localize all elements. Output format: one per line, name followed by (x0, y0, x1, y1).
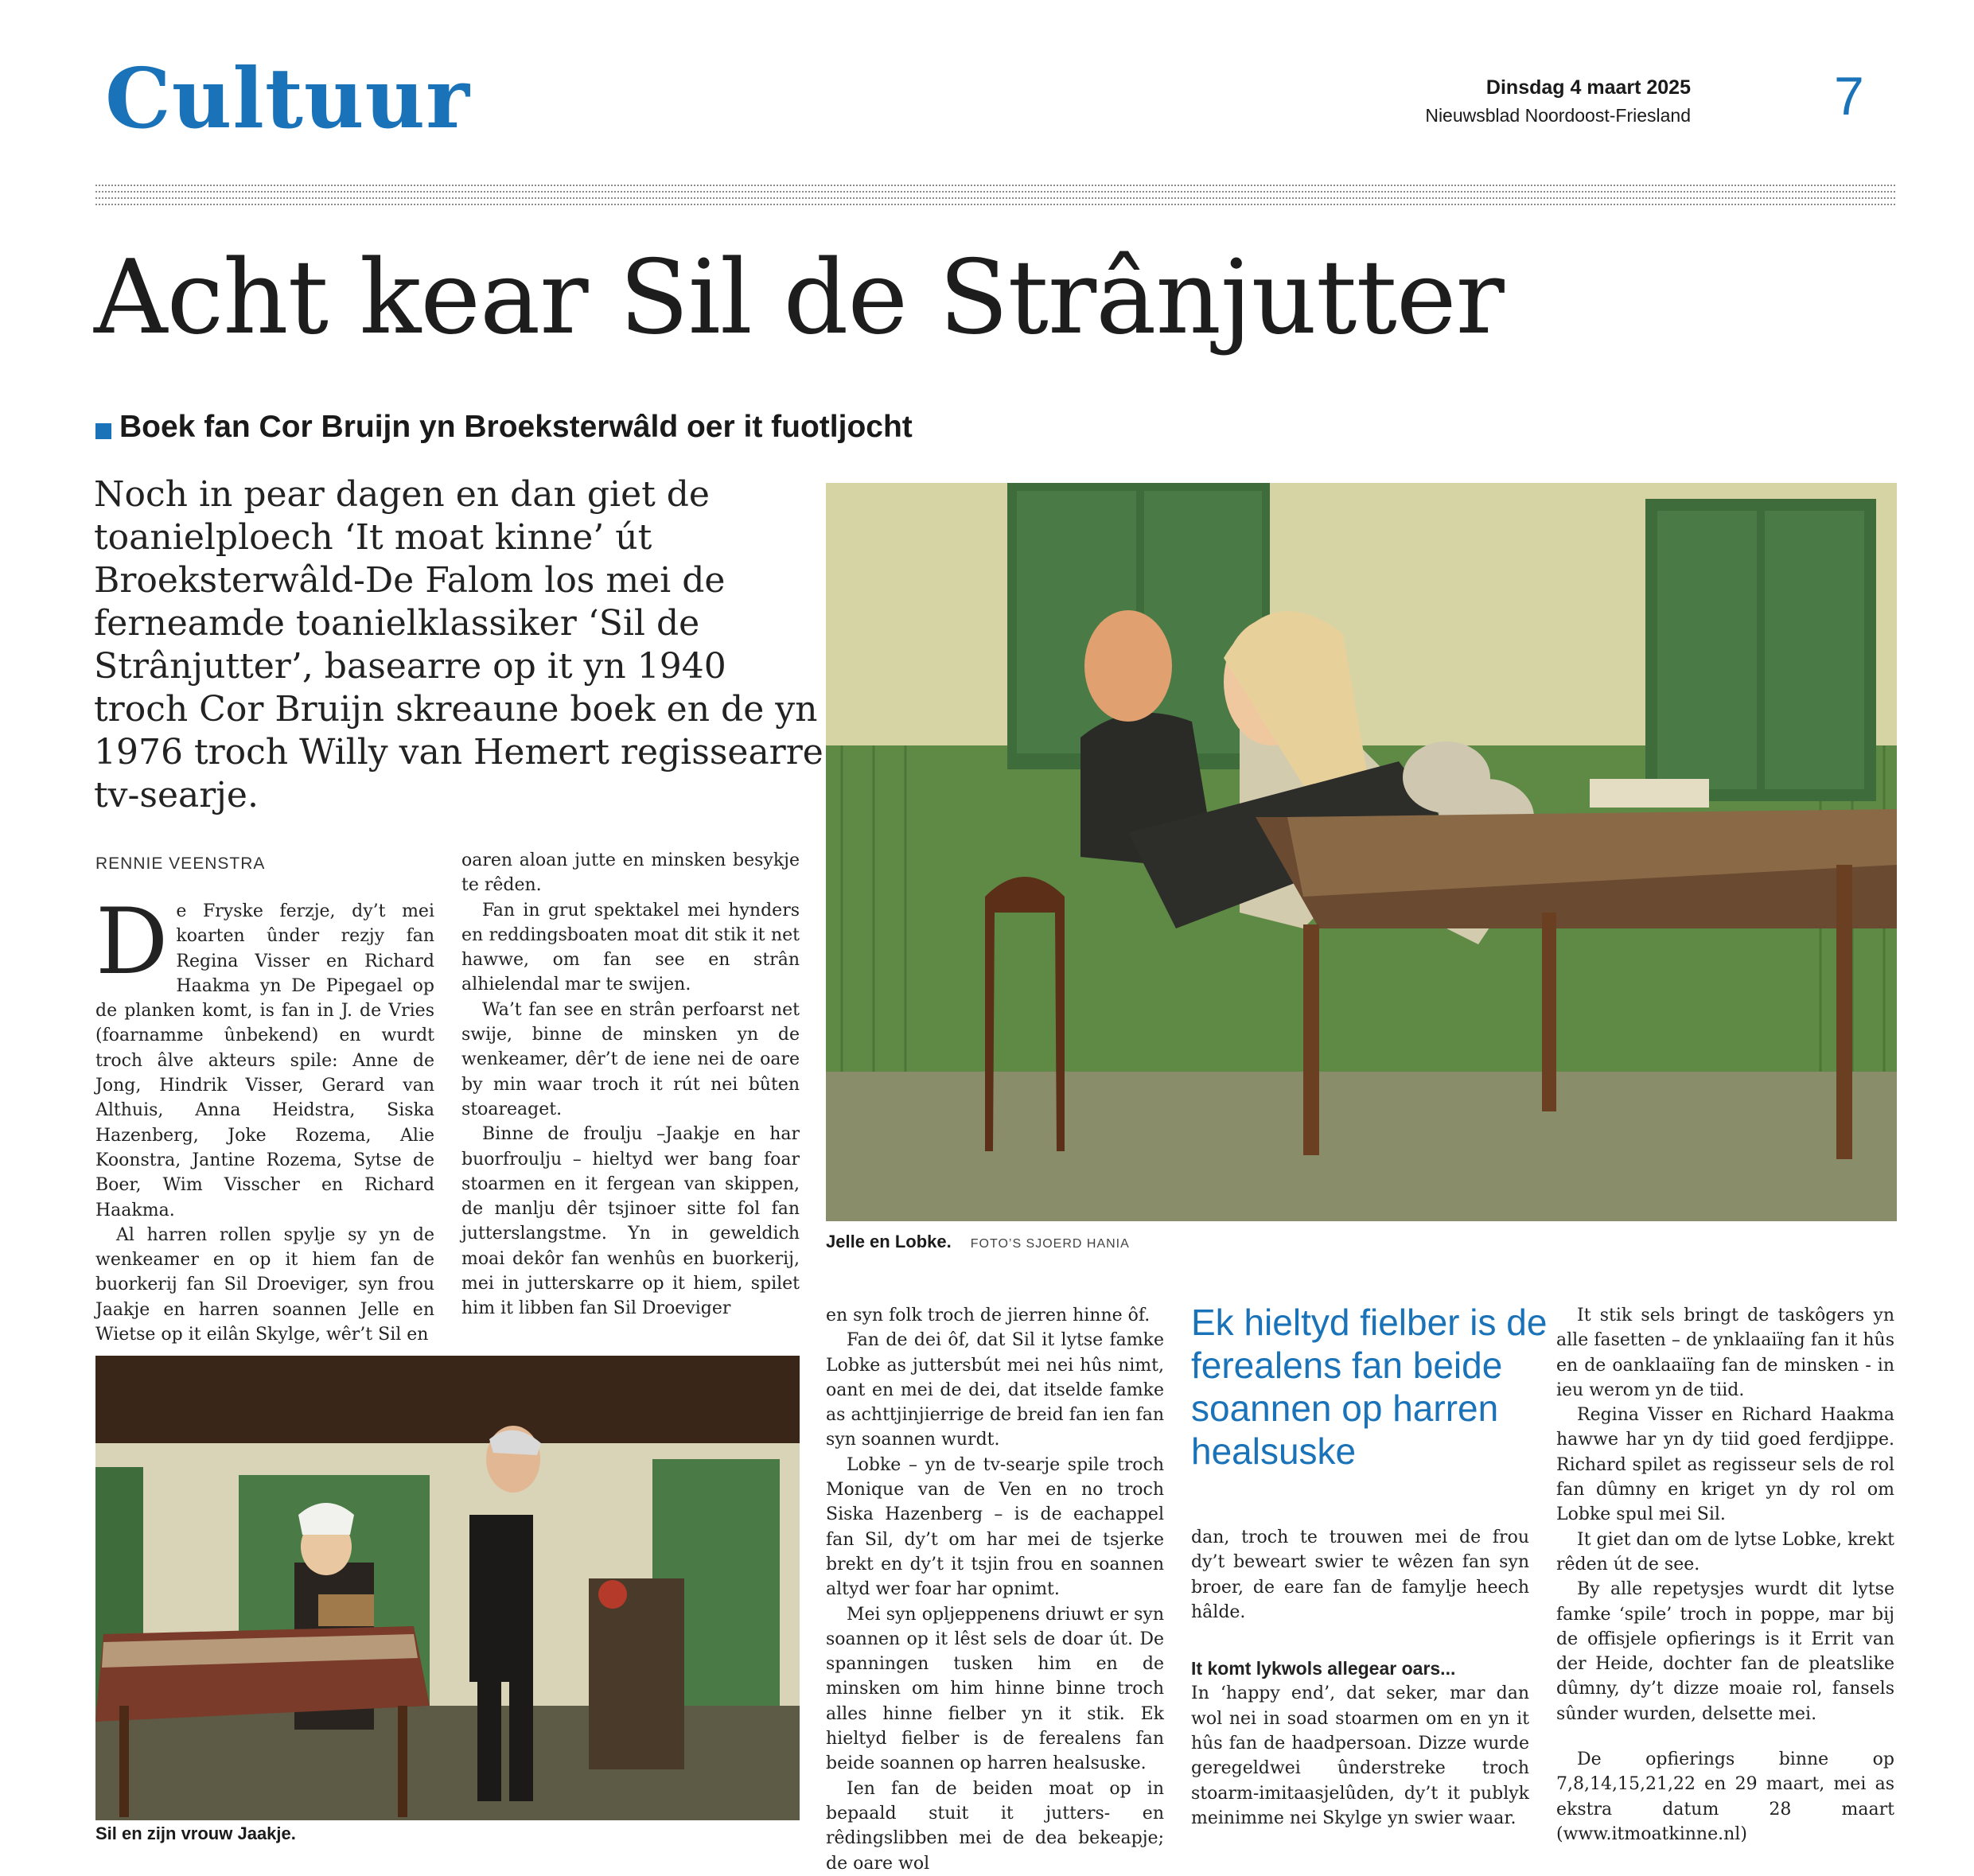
photo-caption (826, 1232, 1130, 1252)
kicker-bullet-icon (95, 423, 111, 439)
article-column-1 (95, 889, 434, 1347)
photo-caption: Sil en zijn vrouw Jaakje. (95, 1823, 296, 1843)
page-number: 7 (1834, 66, 1864, 126)
article-column-5 (1556, 1303, 1894, 1847)
paragraph: Regina Visser en Richard Haakma hawwe har yn dy tiid goed ferdjippe. Richard spilet as regisseur sels de rol fan dûmny en kriget yn dy rol om Lobke spul mei Sil. (1556, 1405, 1894, 1525)
paragraph: De opfierings binne op 7,8,14,15,21,22 en 29 maart, mei as ekstra datum 28 maart (www.itmoatkinne.nl) (1556, 1750, 1894, 1844)
paragraph: Binne de froulju –Jaakje en har buorfroulju – hieltyd wer bang foar stoarmen en it fergean van skippen, de manlju dêr tsjinoer sitte fol fan jutterslangstme. Yn in geweldich moai dekôr fan wenhûs en buorkerij, mei in jutterskarre op it hiem, spilet him it libben fan Sil Droeviger (461, 1124, 800, 1319)
paragraph: In ‘happy end’, dat seker, mar dan wol nei in soad stoarmen om en yn it hûs fan de haadpersoan. Dizze wurde geregeldwei ûnderstreke troch stoarm-imitaasjelûden, dy’t it publyk meinimme nei Skylge yn swier waar. (1191, 1683, 1529, 1828)
section-title: Cultuur (105, 49, 470, 147)
stage-photo-sil-jaakje (95, 1356, 800, 1820)
drop-cap: D (95, 889, 169, 994)
newspaper-name: Nieuwsblad Noordoost-Friesland (1425, 105, 1691, 126)
paragraph: oaren aloan jutte en minsken besykje te rêden. (461, 850, 800, 896)
paragraph: By alle repetysjes wurdt dit lytse famke ‘spile’ troch in poppe, mar bij de offisjele opfierings is it Errit van der Heide, dochter fan de pleatslike dûmny, dy’t dizze moaie rol, fansels sûnder wurden, delsette mei. (1556, 1579, 1894, 1724)
header-divider (95, 185, 1895, 186)
article-byline: RENNIE VEENSTRA (95, 854, 266, 873)
paragraph: Fan de dei ôf, dat Sil it lytse famke Lobke as juttersbút mei nei hûs nimt, oant en mei de dei, dat itselde famke as achttjinjierrige de breid fan ien fan syn soannen wurdt. (826, 1330, 1164, 1450)
paragraph: It giet dan om de lytse Lobke, krekt rêden út de see. (1556, 1529, 1894, 1574)
paragraph: en syn folk troch de jierren hinne ôf. (826, 1306, 1151, 1325)
paragraph: Wa’t fan see en strân perfoarst net swije, binne de minsken yn de wenkeamer, dêr’t de iene nei de oare by min waar troch it rút nei bûten stoareaget. (461, 999, 800, 1119)
paragraph: dan, troch te trouwen mei de frou dy’t beweart swier te wêzen fan syn broer, de eare fan de famylje heech hâlde. (1191, 1528, 1529, 1622)
pull-quote: Ek hieltyd fielber is de ferealens fan beide soannen op harren healsuske (1191, 1302, 1548, 1472)
caption-text: Jelle en Lobke. (826, 1232, 952, 1251)
header-divider (95, 197, 1895, 199)
issue-date: Dinsdag 4 maart 2025 (1485, 76, 1691, 99)
paragraph: Al harren rollen spylje sy yn de wenkeamer en op it hiem fan de buorkerij fan Sil Droeviger, syn frou Jaakje en harren soannen Jelle en Wietse op it eilân Skylge, wêr’t Sil en (95, 1224, 434, 1345)
paragraph: Fan in grut spektakel mei hynders en reddingsboaten moat dit stik it net hawwe, om fan see en strân alhielendal mar te swijen. (461, 900, 800, 995)
photo-credit: FOTO’S SJOERD HANIA (970, 1237, 1130, 1251)
article-column-3 (826, 1303, 1164, 1876)
paragraph: Mei syn opljeppenens driuwt er syn soannen op it lêst sels de doar út. De spanningen tusken him en de minsken om him hinne binne troch alles hinne fielber yn it stik. Ek hieltyd fielber is de ferealens fan beide soannen op harren healsuske. (826, 1604, 1164, 1774)
article-subhead: It komt lykwols allegear oars... (1191, 1658, 1456, 1679)
paragraph: e Fryske ferzje, dy’t mei koarten ûnder rezjy fan Regina Visser en Richard Haakma yn De Pipegael op de planken komt, is fan in J. de Vries (foarnamme ûnbekend) en wurdt troch âlve akteurs spile: Anne de Jong, Hindrik Visser, Gerard van Althuis, Anna Heidstra, Siska Hazenberg, Joke Rozema, Alie Koonstra, Jantine Rozema, Sytse de Boer, Wim Visscher en Richard Haakma. (95, 901, 434, 1220)
header-divider (95, 204, 1895, 205)
article-headline: Acht kear Sil de Strânjutter (94, 239, 1504, 357)
header-divider (95, 191, 1895, 193)
article-kicker: Boek fan Cor Bruijn yn Broeksterwâld oer it fuotljocht (119, 410, 913, 444)
stage-photo-jelle-lobke (826, 483, 1897, 1221)
article-column-4 (1191, 1525, 1529, 1831)
paragraph: Ien fan de beiden moat op in bepaald stuit it jutters- en rêdingslibben mei de dea bekeapje; de oare wol (826, 1778, 1164, 1874)
paragraph: It stik sels bringt de taskôgers yn alle fasetten – de ynklaaiïng fan it hûs en de oanklaaiïng fan de minsken - in ieu werom yn de tiid. (1556, 1306, 1894, 1400)
article-lead: Noch in pear dagen en dan giet de toanielploech ‘It moat kinne’ út Broeksterwâld-De Falom los mei de ferneamde toanielklassiker ‘Sil de Strânjutter’, basearre op it yn 1940 troch Cor Bruijn skreaune boek en de yn 1976 troch Willy van Hemert regissearre tv-searje. (94, 474, 823, 815)
article-column-2 (461, 848, 800, 1321)
paragraph: Lobke – yn de tv-searje spile troch Monique van de Ven en no troch Siska Hazenberg – is de eachappel fan Sil, dy’t om har mei de tsjerke brekt en dy’t it tsjin frou en soannen altyd wer foar har opnimt. (826, 1454, 1164, 1600)
